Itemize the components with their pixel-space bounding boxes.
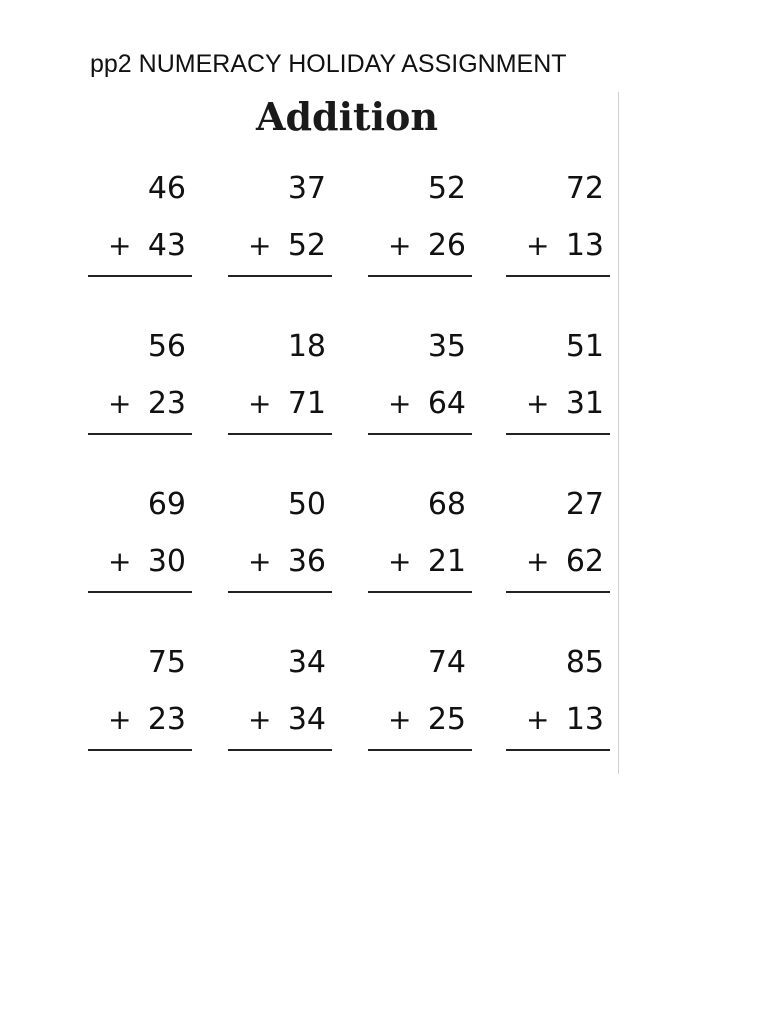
bottom-addend-row — [368, 225, 472, 265]
top-addend: 34 — [287, 644, 326, 680]
plus-sign: + — [388, 702, 412, 736]
answer-line — [368, 749, 472, 751]
top-addend: 74 — [427, 644, 466, 680]
bottom-addend: 23 — [147, 701, 186, 737]
plus-sign: + — [248, 228, 272, 262]
addition-worksheet — [84, 92, 620, 774]
worksheet-heading: Addition — [256, 94, 439, 139]
answer-line — [368, 275, 472, 277]
addition-problem — [88, 642, 192, 751]
addition-problem — [506, 642, 610, 751]
plus-sign: + — [526, 702, 550, 736]
plus-sign: + — [388, 386, 412, 420]
bottom-addend-row — [88, 541, 192, 581]
addition-problem — [88, 484, 192, 593]
top-addend: 52 — [427, 170, 466, 206]
plus-sign: + — [388, 228, 412, 262]
bottom-addend-row — [368, 699, 472, 739]
top-addend: 85 — [565, 644, 604, 680]
plus-sign: + — [108, 386, 132, 420]
answer-line — [506, 275, 610, 277]
bottom-addend: 36 — [287, 543, 326, 579]
bottom-addend: 62 — [565, 543, 604, 579]
addition-problem — [88, 168, 192, 277]
bottom-addend-row — [88, 699, 192, 739]
bottom-addend-row — [88, 225, 192, 265]
plus-sign: + — [526, 544, 550, 578]
bottom-addend-row — [506, 383, 610, 423]
bottom-addend: 52 — [287, 227, 326, 263]
plus-sign: + — [248, 702, 272, 736]
bottom-addend-row — [228, 699, 332, 739]
bottom-addend-row — [506, 541, 610, 581]
answer-line — [228, 591, 332, 593]
plus-sign: + — [248, 544, 272, 578]
bottom-addend: 23 — [147, 385, 186, 421]
plus-sign: + — [526, 386, 550, 420]
plus-sign: + — [248, 386, 272, 420]
bottom-addend: 30 — [147, 543, 186, 579]
addition-problem — [228, 484, 332, 593]
top-addend: 69 — [147, 486, 186, 522]
bottom-addend: 25 — [427, 701, 466, 737]
bottom-addend: 21 — [427, 543, 466, 579]
answer-line — [506, 749, 610, 751]
answer-line — [88, 433, 192, 435]
answer-line — [368, 591, 472, 593]
bottom-addend-row — [88, 383, 192, 423]
bottom-addend: 71 — [287, 385, 326, 421]
answer-line — [88, 591, 192, 593]
answer-line — [506, 591, 610, 593]
answer-line — [88, 749, 192, 751]
addition-problem — [506, 484, 610, 593]
bottom-addend: 43 — [147, 227, 186, 263]
top-addend: 72 — [565, 170, 604, 206]
top-addend: 46 — [147, 170, 186, 206]
top-addend: 56 — [147, 328, 186, 364]
plus-sign: + — [108, 544, 132, 578]
bottom-addend: 26 — [427, 227, 466, 263]
document-title: pp2 NUMERACY HOLIDAY ASSIGNMENT — [90, 50, 567, 78]
addition-problem — [368, 326, 472, 435]
top-addend: 27 — [565, 486, 604, 522]
plus-sign: + — [108, 228, 132, 262]
bottom-addend-row — [228, 225, 332, 265]
addition-problem — [228, 168, 332, 277]
addition-problem — [228, 642, 332, 751]
bottom-addend: 13 — [565, 227, 604, 263]
top-addend: 51 — [565, 328, 604, 364]
addition-problem — [368, 484, 472, 593]
bottom-addend: 31 — [565, 385, 604, 421]
addition-problem — [88, 326, 192, 435]
bottom-addend-row — [228, 541, 332, 581]
top-addend: 35 — [427, 328, 466, 364]
bottom-addend-row — [368, 383, 472, 423]
top-addend: 75 — [147, 644, 186, 680]
bottom-addend-row — [228, 383, 332, 423]
addition-problem — [368, 642, 472, 751]
top-addend: 68 — [427, 486, 466, 522]
answer-line — [88, 275, 192, 277]
answer-line — [228, 433, 332, 435]
bottom-addend: 34 — [287, 701, 326, 737]
top-addend: 37 — [287, 170, 326, 206]
answer-line — [368, 433, 472, 435]
top-addend: 18 — [287, 328, 326, 364]
plus-sign: + — [108, 702, 132, 736]
bottom-addend-row — [506, 699, 610, 739]
bottom-addend-row — [368, 541, 472, 581]
addition-problem — [506, 168, 610, 277]
addition-problem — [506, 326, 610, 435]
bottom-addend: 64 — [427, 385, 466, 421]
answer-line — [228, 749, 332, 751]
plus-sign: + — [388, 544, 412, 578]
plus-sign: + — [526, 228, 550, 262]
answer-line — [506, 433, 610, 435]
bottom-addend-row — [506, 225, 610, 265]
answer-line — [228, 275, 332, 277]
bottom-addend: 13 — [565, 701, 604, 737]
top-addend: 50 — [287, 486, 326, 522]
addition-problem — [368, 168, 472, 277]
addition-problem — [228, 326, 332, 435]
